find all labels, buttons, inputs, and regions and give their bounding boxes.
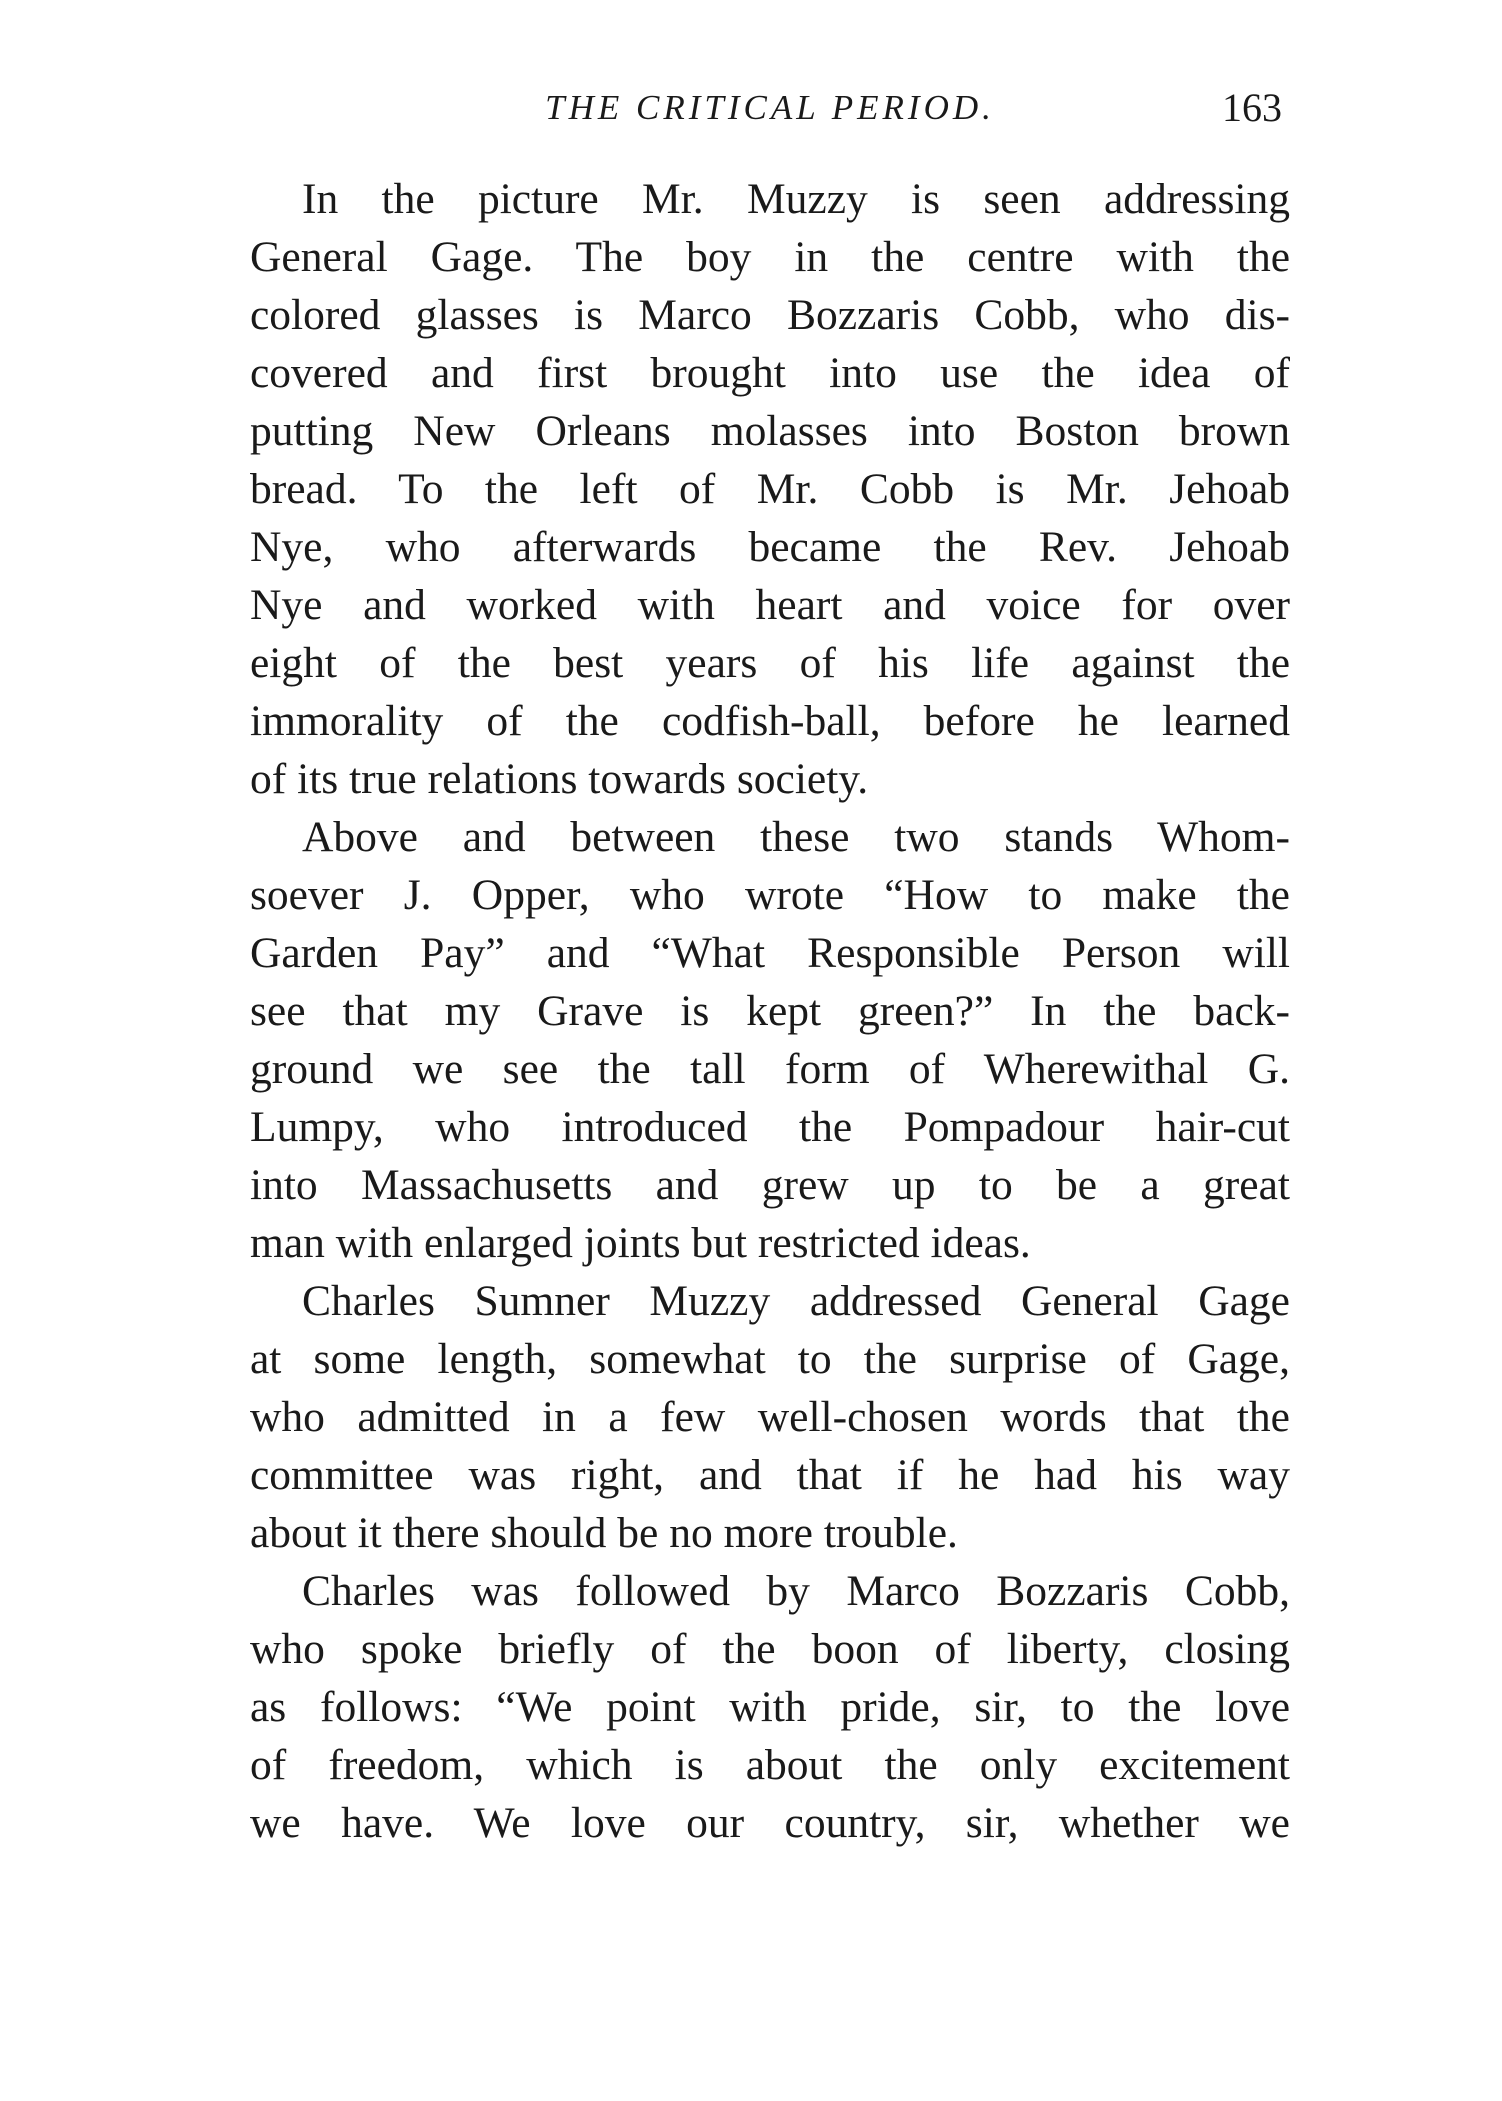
text-line: at some length, somewhat to the surprise of Gage, [250,1335,1290,1383]
text-line: ground we see the tall form of Wherewithal G. [250,1045,1290,1093]
body-text [250,170,1290,1852]
text-line: In the picture Mr. Muzzy is seen addressing [302,175,1290,223]
text-line: Garden Pay” and “What Responsible Person will [250,929,1290,977]
text-line: putting New Orleans molasses into Boston brown [250,407,1290,455]
text-line: we have. We love our country, sir, whether we [250,1799,1290,1847]
text-line: Above and between these two stands Whom- [302,813,1290,861]
paragraph [250,1272,1290,1562]
running-head [250,78,1290,138]
paragraph [250,1562,1290,1852]
text-line: Charles Sumner Muzzy addressed General Gage [302,1277,1290,1325]
text-line: covered and first brought into use the idea of [250,349,1290,397]
text-line: Lumpy, who introduced the Pompadour hair-cut [250,1103,1290,1151]
text-line: bread. To the left of Mr. Cobb is Mr. Jehoab [250,465,1290,513]
page-number: 163 [1222,85,1282,130]
running-title: THE CRITICAL PERIOD. [545,88,995,127]
text-line: as follows: “We point with pride, sir, to the love [250,1683,1290,1731]
text-line: Nye and worked with heart and voice for over [250,581,1290,629]
text-line: Charles was followed by Marco Bozzaris Cobb, [302,1567,1290,1615]
text-line: man with enlarged joints but restricted ideas. [250,1219,1031,1267]
text-line: immorality of the codfish-ball, before he learned [250,697,1290,745]
text-line: committee was right, and that if he had his way [250,1451,1290,1499]
text-line: colored glasses is Marco Bozzaris Cobb, who dis- [250,291,1290,339]
text-line: who admitted in a few well-chosen words that the [250,1393,1290,1441]
text-line: eight of the best years of his life against the [250,639,1290,687]
text-line: General Gage. The boy in the centre with the [250,233,1290,281]
text-line: who spoke briefly of the boon of liberty, closing [250,1625,1290,1673]
text-line: of its true relations towards society. [250,755,869,803]
text-line: into Massachusetts and grew up to be a great [250,1161,1290,1209]
text-line: Nye, who afterwards became the Rev. Jehoab [250,523,1290,571]
text-line: about it there should be no more trouble. [250,1509,958,1557]
text-line: see that my Grave is kept green?” In the back- [250,987,1290,1035]
text-line: soever J. Opper, who wrote “How to make the [250,871,1290,919]
text-line: of freedom, which is about the only excitement [250,1741,1290,1789]
paragraph [250,170,1290,808]
paragraph [250,808,1290,1272]
